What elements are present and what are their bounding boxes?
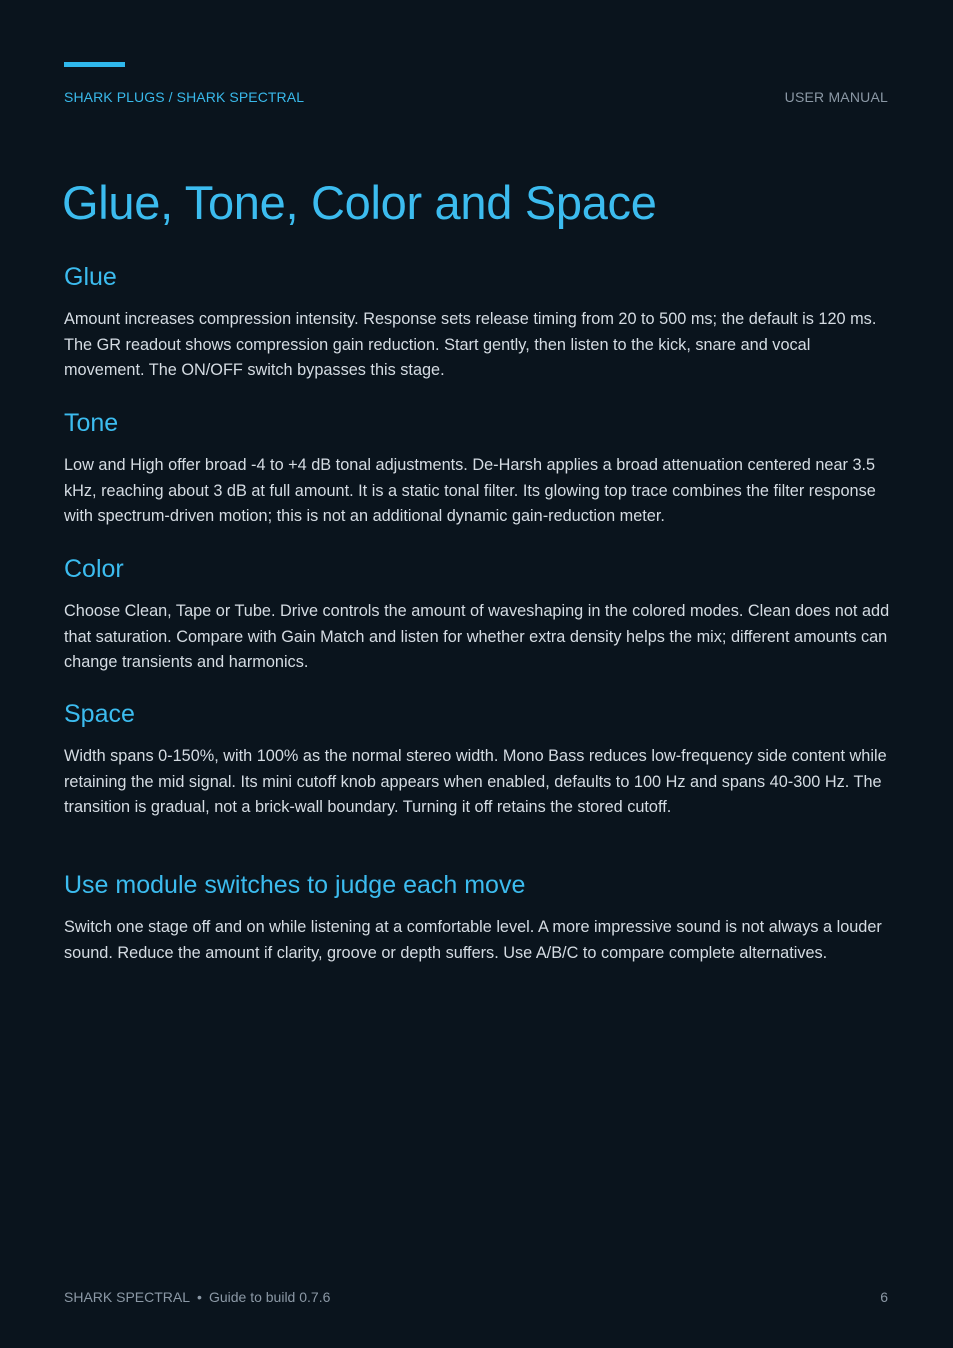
section-space [64,699,892,821]
section-body: Low and High offer broad -4 to +4 dB tonal adjustments. De-Harsh applies a broad attenuation centered near 3.5 kHz, reaching about 3 dB at full amount. It is a static tonal filter. Its glowing top trace combines the filter response with spectrum-driven motion; this is not an additional dynamic gain-reduction meter. [64,456,876,526]
section-heading: Space [64,700,135,728]
section-color [64,554,892,676]
document-type-label: USER MANUAL [784,89,888,105]
section-heading: Color [64,555,124,583]
section-body: Width spans 0-150%, with 100% as the normal stereo width. Mono Bass reduces low-frequency side content while retaining the mid signal. Its mini cutoff knob appears when enabled, defaults to 100 Hz and spans 40-300 Hz. The transition is gradual, not a brick-wall boundary. Turning it off retains the stored cutoff. [64,747,887,817]
section-tone [64,408,892,530]
section-body: Choose Clean, Tape or Tube. Drive controls the amount of waveshaping in the colored modes. Clean does not add that saturation. Compare with Gain Match and listen for whether extra density helps the mix; different amounts can change transients and harmonics. [64,602,890,672]
footer-product: SHARK SPECTRAL [64,1289,191,1305]
section-body: Switch one stage off and on while listening at a comfortable level. A more impressive sound is not always a louder sound. Reduce the amount if clarity, groove or depth suffers. Use A/B/C to compare complete alternatives. [64,918,882,962]
breadcrumb: SHARK PLUGS / SHARK SPECTRAL [64,89,305,105]
section-module-switches [64,870,892,966]
page-title: Glue, Tone, Color and Space [62,176,657,229]
footer-separator: • [197,1289,202,1305]
footer-info [64,1289,330,1305]
section-heading: Glue [64,263,117,291]
section-heading: Tone [64,409,119,437]
section-heading: Use module switches to judge each move [64,871,526,899]
footer-build: Guide to build 0.7.6 [208,1289,331,1305]
section-glue [64,262,892,384]
section-body: Amount increases compression intensity. Response sets release timing from 20 to 500 ms; the default is 120 ms. The GR readout shows compression gain reduction. Start gently, then listen to the kick, snare and vocal movement. The ON/OFF switch bypasses this stage. [64,310,877,380]
page-number: 6 [880,1289,888,1305]
accent-bar [64,62,125,67]
